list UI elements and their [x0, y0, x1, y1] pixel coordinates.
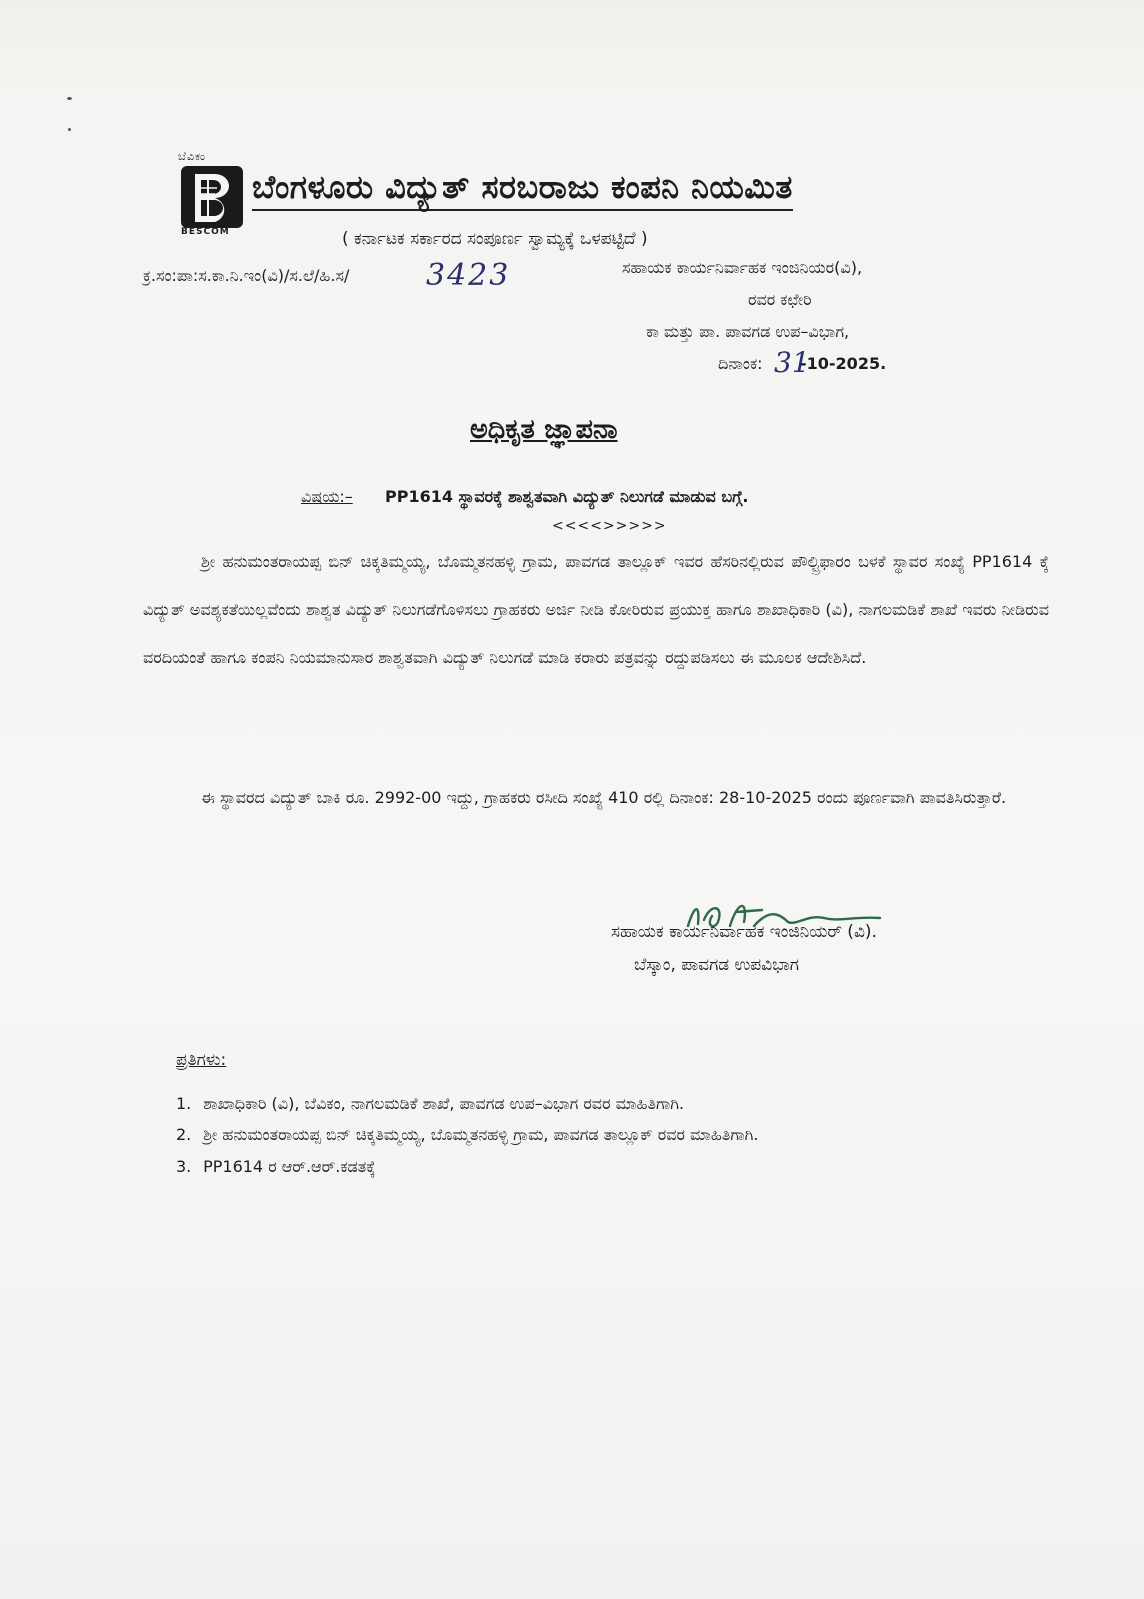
copy-item-number: 2. [176, 1125, 192, 1144]
body-paragraph-2: ಈ ಸ್ಥಾವರದ ವಿದ್ಯುತ್ ಬಾಕಿ ರೂ. 2992-00 ಇದ್ದು, ಗ್ರಾಹಕರು ರಸೀದಿ ಸಂಖ್ಯೆ 410 ರಲ್ಲಿ ದಿನಾಂಕ: 28-10-2025 ರಂದು ಪೂರ್ಣವಾಗಿ ಪಾವತಿಸಿರುತ್ತಾರೆ. [201, 788, 1007, 807]
subject-separator: <<<<>>>>> [552, 518, 667, 534]
signatory-title: ಸಹಾಯಕ ಕಾರ್ಯನಿರ್ವಾಹಕ ಇಂಜಿನಿಯರ್ (ವಿ). [611, 922, 877, 942]
date-month-year: -10-2025. [800, 354, 887, 373]
subject-text: PP1614 ಸ್ಥಾವರಕ್ಕೆ ಶಾಶ್ವತವಾಗಿ ವಿದ್ಯುತ್ ನಿಲುಗಡೆ ಮಾಡುವ ಬಗ್ಗೆ. [385, 487, 749, 506]
copy-item-number: 1. [176, 1094, 192, 1113]
copies-heading: ಪ್ರತಿಗಳು: [176, 1050, 227, 1070]
office-line-3: ಕಾ ಮತ್ತು ಪಾ. ಪಾವಗಡ ಉಪ–ವಿಭಾಗ, [646, 322, 850, 341]
signatory-office: ಬೆಸ್ಕಾಂ, ಪಾವಗಡ ಉಪವಿಭಾಗ [634, 955, 799, 975]
date-label: ದಿನಾಂಕ: [718, 354, 763, 373]
reference-label: ಕ್ರ.ಸಂ:ಪಾ:ಸ.ಕಾ.ನಿ.ಇಂ(ವಿ)/ಸ.ಲೆ/ಹಿ.ಸ/ [143, 266, 350, 285]
bescom-logo-icon [181, 166, 243, 228]
reference-number: 3423 [426, 258, 511, 293]
office-line-1: ಸಹಾಯಕ ಕಾರ್ಯನಿರ್ವಾಹಕ ಇಂಜಿನಿಯರ(ವಿ), [622, 258, 863, 277]
copy-item-text: ಶ್ರೀ ಹನುಮಂತರಾಯಪ್ಪ ಬಿನ್ ಚಿಕ್ಕತಿಮ್ಮಯ್ಯ, ಬೊಮ್ಮತನಹಳ್ಳಿ ಗ್ರಾಮ, ಪಾವಗಡ ತಾಲ್ಲೂಕ್ ರವರ ಮಾಹಿತಿಗಾಗಿ. [203, 1125, 759, 1144]
company-subtitle: ( ಕರ್ನಾಟಕ ಸರ್ಕಾರದ ಸಂಪೂರ್ಣ ಸ್ವಾಮ್ಯಕ್ಕೆ ಒಳಪಟ್ಟಿದೆ ) [342, 229, 648, 249]
scan-speck [68, 128, 71, 131]
scan-speck [67, 97, 72, 100]
date-day: 31 [774, 346, 810, 379]
copy-item-number: 3. [176, 1157, 192, 1176]
subject-label: ವಿಷಯ:– [301, 487, 353, 506]
body-paragraph-1: ಶ್ರೀ ಹನುಮಂತರಾಯಪ್ಪ ಬಿನ್ ಚಿಕ್ಕತಿಮ್ಮಯ್ಯ, ಬೊಮ್ಮತನಹಳ್ಳಿ ಗ್ರಾಮ, ಪಾವಗಡ ತಾಲ್ಲೂಕ್ ಇವರ ಹೆಸರಿನಲ್ಲಿರುವ ಪೌಲ್ಟ್ರಿಫಾರಂ ಬಳಕೆ ಸ್ಥಾವರ ಸಂಖ್ಯೆ PP1614 ಕ್ಕೆ ವಿದ್ಯುತ್ ಅವಶ್ಯಕತೆಯಿಲ್ಲವೆಂದು ಶಾಶ್ವತ ವಿದ್ಯುತ್ ನಿಲುಗಡೆಗೊಳಿಸಲು ಗ್ರಾಹಕರು ಅರ್ಜಿ ನೀಡಿ ಕೋರಿರುವ ಪ್ರಯುಕ್ತ ಹಾಗೂ ಶಾಖಾಧಿಕಾರಿ (ವಿ), ನಾಗಲಮಡಿಕೆ ಶಾಖೆ ಇವರು ನೀಡಿರುವ ವರದಿಯಂತೆ ಹಾಗೂ ಕಂಪನಿ ನಿಯಮಾನುಸಾರ ಶಾಶ್ವತವಾಗಿ ವಿದ್ಯುತ್ ನಿಲುಗಡೆ ಮಾಡಿ ಕರಾರು ಪತ್ರವನ್ನು ರದ್ದುಪಡಿಸಲು ಈ ಮೂಲಕ ಆದೇಶಿಸಿದೆ. [143, 552, 1049, 667]
logo-caption: ಬೆವಿಕಂ [178, 150, 206, 163]
page-title: ಅಧಿಕೃತ ಜ್ಞಾಪನಾ [470, 414, 618, 445]
copy-list-item [176, 1125, 759, 1145]
copy-list-item [176, 1157, 376, 1177]
copy-list-item [176, 1094, 684, 1114]
copy-item-text: PP1614 ರ ಆರ್.ಆರ್.ಕಡತಕ್ಕೆ [203, 1157, 376, 1176]
company-name: ಬೆಂಗಳೂರು ವಿದ್ಯುತ್ ಸರಬರಾಜು ಕಂಪನಿ ನಿಯಮಿತ [252, 168, 793, 211]
logo-brand-text: BESCOM [181, 227, 230, 237]
office-line-2: ರವರ ಕಛೇರಿ [748, 290, 812, 309]
copy-item-text: ಶಾಖಾಧಿಕಾರಿ (ವಿ), ಬೆವಿಕಂ, ನಾಗಲಮಡಿಕೆ ಶಾಖೆ, ಪಾವಗಡ ಉಪ–ವಿಭಾಗ ರವರ ಮಾಹಿತಿಗಾಗಿ. [203, 1094, 685, 1113]
